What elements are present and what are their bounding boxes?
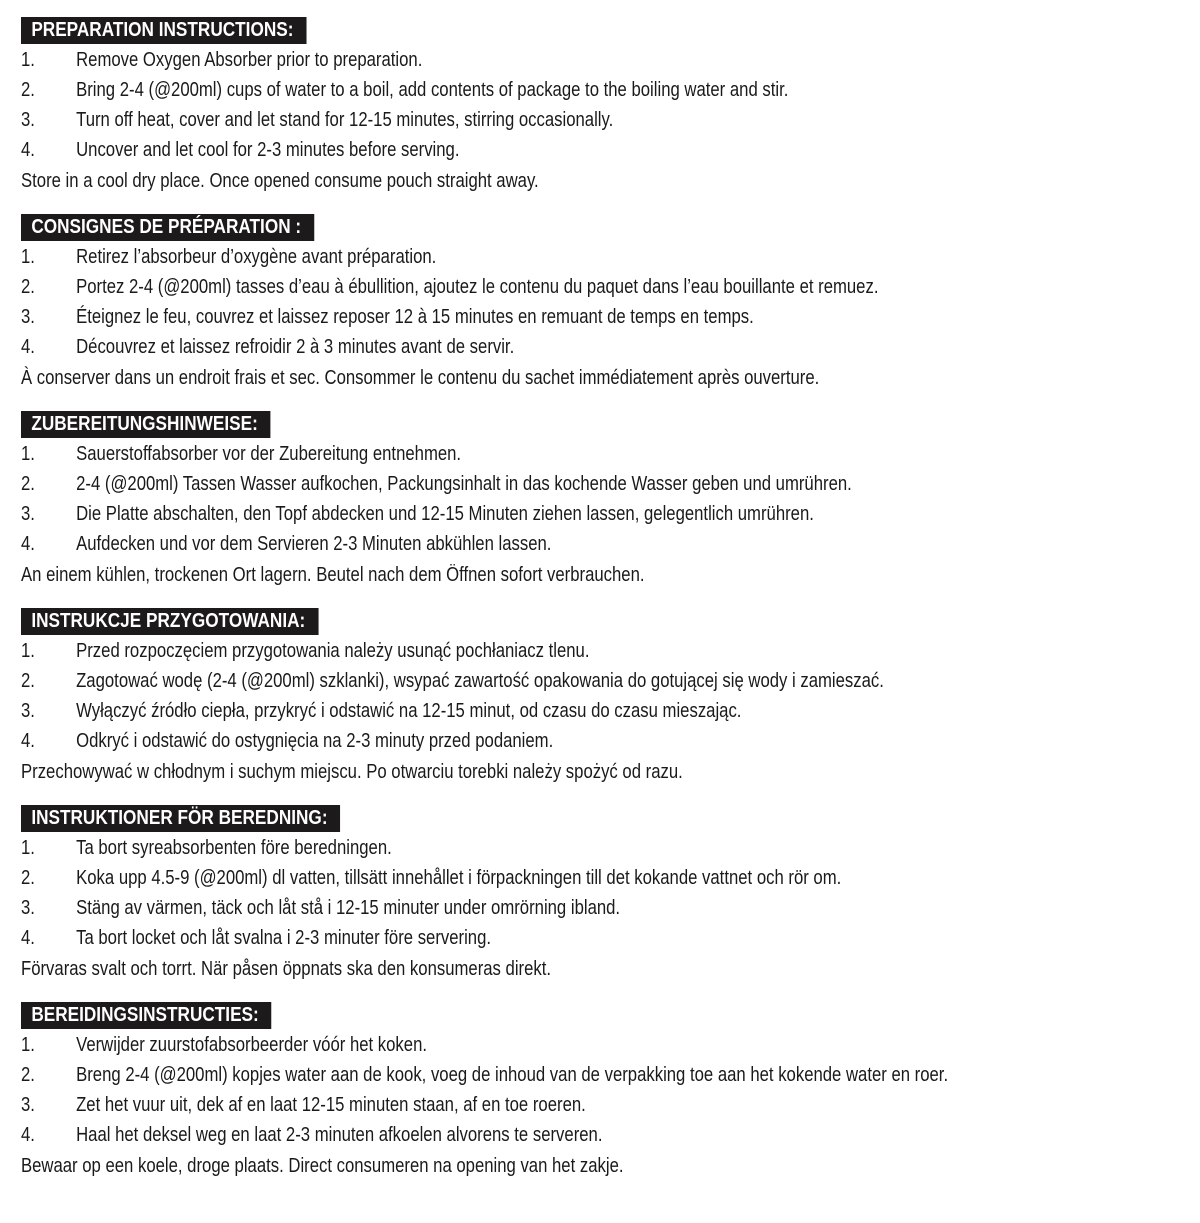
section-heading: INSTRUKCJE PRZYGOTOWANIA: (21, 608, 318, 635)
step-text: Turn off heat, cover and let stand for 12-15 minutes, stirring occasionally. (76, 109, 614, 131)
step-text: Aufdecken und vor dem Servieren 2-3 Minuten abkühlen lassen. (76, 533, 552, 555)
section-heading: INSTRUKTIONER FÖR BEREDNING: (21, 805, 340, 832)
step-text: Zagotować wodę (2-4 (@200ml) szklanki), wsypać zawartość opakowania do gotującej się wody i zamieszać. (76, 670, 884, 692)
step-number: 2. (21, 79, 35, 101)
step-text: Remove Oxygen Absorber prior to preparation. (76, 49, 423, 71)
step-number: 2. (21, 473, 35, 495)
storage-note: Store in a cool dry place. Once opened consume pouch straight away. (21, 170, 539, 192)
step-text: Retirez l’absorbeur d’oxygène avant préparation. (76, 246, 437, 268)
step-text: Haal het deksel weg en laat 2-3 minuten afkoelen alvorens te serveren. (76, 1124, 603, 1146)
storage-note: An einem kühlen, trockenen Ort lagern. Beutel nach dem Öffnen sofort verbrauchen. (21, 564, 645, 586)
storage-note: Förvaras svalt och torrt. När påsen öppnats ska den konsumeras direkt. (21, 958, 552, 980)
step-number: 1. (21, 1034, 35, 1056)
step-text: Verwijder zuurstofabsorbeerder vóór het koken. (76, 1034, 428, 1056)
step-number: 3. (21, 897, 35, 919)
step-number: 3. (21, 700, 35, 722)
step-text: Bring 2-4 (@200ml) cups of water to a boil, add contents of package to the boiling water and stir. (76, 79, 789, 101)
step-text: Wyłączyć źródło ciepła, przykryć i odstawić na 12-15 minut, od czasu do czasu mieszając. (76, 700, 742, 722)
step-number: 4. (21, 336, 35, 358)
step-number: 1. (21, 640, 35, 662)
step-text: Die Platte abschalten, den Topf abdecken und 12-15 Minuten ziehen lassen, gelegentlich umrühren. (76, 503, 814, 525)
step-number: 4. (21, 1124, 35, 1146)
step-number: 2. (21, 867, 35, 889)
step-text: Breng 2-4 (@200ml) kopjes water aan de kook, voeg de inhoud van de verpakking toe aan het kokende water en roer. (76, 1064, 949, 1086)
step-number: 4. (21, 927, 35, 949)
step-number: 3. (21, 1094, 35, 1116)
step-number: 1. (21, 443, 35, 465)
section-heading: PREPARATION INSTRUCTIONS: (21, 17, 306, 44)
step-text: Découvrez et laissez refroidir 2 à 3 minutes avant de servir. (76, 336, 515, 358)
step-text: Ta bort syreabsorbenten före beredningen. (76, 837, 392, 859)
section-heading: BEREIDINGSINSTRUCTIES: (21, 1002, 272, 1029)
step-text: Koka upp 4.5-9 (@200ml) dl vatten, tillsätt innehållet i förpackningen till det kokande vattnet och rör om. (76, 867, 842, 889)
step-number: 2. (21, 276, 35, 298)
step-number: 2. (21, 670, 35, 692)
step-text: Stäng av värmen, täck och låt stå i 12-15 minuter under omrörning ibland. (76, 897, 621, 919)
step-number: 3. (21, 503, 35, 525)
step-text: Sauerstoffabsorber vor der Zubereitung entnehmen. (76, 443, 462, 465)
step-number: 4. (21, 533, 35, 555)
step-number: 1. (21, 246, 35, 268)
step-text: Odkryć i odstawić do ostygnięcia na 2-3 minuty przed podaniem. (76, 730, 554, 752)
step-text: Éteignez le feu, couvrez et laissez reposer 12 à 15 minutes en remuant de temps en temps. (76, 306, 754, 328)
step-number: 2. (21, 1064, 35, 1086)
step-number: 1. (21, 49, 35, 71)
step-number: 3. (21, 306, 35, 328)
step-number: 3. (21, 109, 35, 131)
step-text: Portez 2-4 (@200ml) tasses d’eau à ébullition, ajoutez le contenu du paquet dans l’eau bouillante et remuez. (76, 276, 879, 298)
step-number: 4. (21, 730, 35, 752)
step-number: 4. (21, 139, 35, 161)
storage-note: Bewaar op een koele, droge plaats. Direct consumeren na opening van het zakje. (21, 1155, 624, 1177)
section-heading: ZUBEREITUNGSHINWEISE: (21, 411, 271, 438)
section-heading: CONSIGNES DE PRÉPARATION : (21, 214, 314, 241)
step-text: 2-4 (@200ml) Tassen Wasser aufkochen, Packungsinhalt in das kochende Wasser geben und umrühren. (76, 473, 852, 495)
step-number: 1. (21, 837, 35, 859)
step-text: Zet het vuur uit, dek af en laat 12-15 minuten staan, af en toe roeren. (76, 1094, 586, 1116)
step-text: Uncover and let cool for 2-3 minutes before serving. (76, 139, 460, 161)
step-text: Przed rozpoczęciem przygotowania należy usunąć pochłaniacz tlenu. (76, 640, 590, 662)
storage-note: Przechowywać w chłodnym i suchym miejscu. Po otwarciu torebki należy spożyć od razu. (21, 761, 683, 783)
step-text: Ta bort locket och låt svalna i 2-3 minuter före servering. (76, 927, 492, 949)
storage-note: À conserver dans un endroit frais et sec. Consommer le contenu du sachet immédiatement après ouverture. (21, 367, 820, 389)
